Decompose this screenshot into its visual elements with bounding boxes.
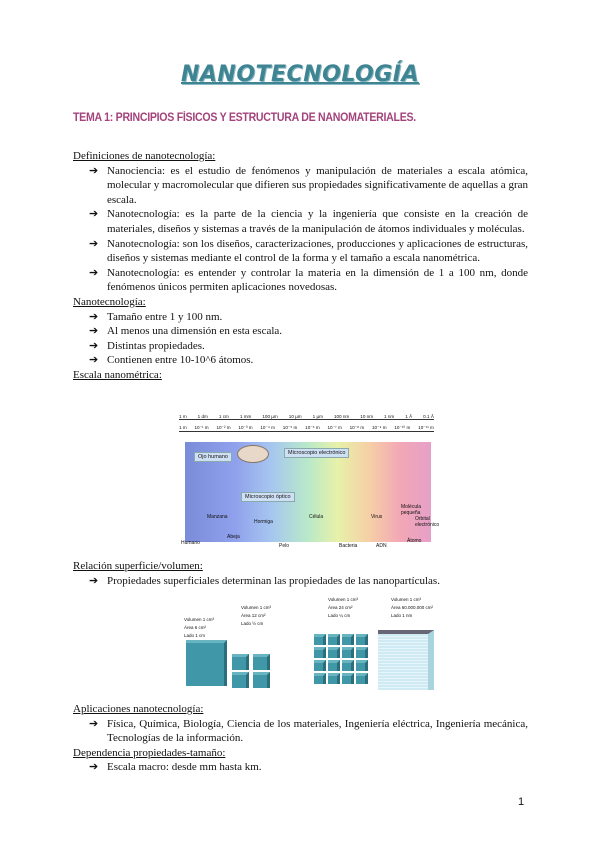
- arrow-icon: ➔: [89, 208, 99, 221]
- cube-caption-side: Lado ½ cm: [241, 621, 264, 626]
- scale-item-label: Manzana: [207, 514, 228, 520]
- scale-item-label: Pelo: [279, 543, 290, 549]
- section-title: Relación superficie/volumen:: [73, 560, 203, 572]
- arrow-icon: ➔: [89, 717, 99, 730]
- arrow-icon: ➔: [89, 164, 99, 177]
- surface-volume-block: [73, 559, 528, 588]
- section-title: Dependencia propiedades-tamaño:: [73, 746, 226, 759]
- cube-large: [186, 640, 227, 686]
- list-item: [73, 164, 528, 208]
- scale-tick: 10⁻⁹ m: [371, 425, 387, 430]
- scale-tick: 1 Å: [405, 414, 413, 419]
- arrow-icon: ➔: [89, 310, 99, 323]
- cube-tiny: [342, 673, 354, 684]
- cube-caption-area: Área 24 cm²: [328, 605, 353, 610]
- cube-caption-area: Área 6 cm²: [184, 625, 207, 630]
- cube-caption-side: Lado 1 cm: [184, 633, 206, 638]
- scale-tick: 1 µm: [312, 414, 323, 419]
- scale-item-label: Orbital electrónico: [415, 516, 440, 528]
- scale-item-label: Molécula pequeña: [401, 504, 422, 516]
- list-item: [73, 353, 528, 368]
- list-item-text: Nanotecnología: es la parte de la ciencia y la ingeniería que consiste en la creación de materiales, diseños y sistemas a través de la manipulación de átomos individuales y moléculas.: [107, 208, 528, 235]
- cube-small: [232, 672, 249, 688]
- cube-caption-area: Área 12 cm²: [241, 613, 266, 618]
- document-title: NANOTECNOLOGÍA: [180, 62, 420, 87]
- list-item: [73, 717, 528, 746]
- section-title: Definiciones de nanotecnología:: [73, 150, 216, 162]
- list-item-text: Nanociencia: es el estudio de fenómenos y manipulación de materiales a escala atómica, molecular y macromolecular que difieren sus propiedades significativamente de aquellas a gran escala.: [107, 164, 528, 206]
- cube-caption-area: Área 60.000.000 cm²: [391, 605, 434, 610]
- cube-caption: [391, 596, 433, 620]
- cube-caption: [241, 604, 271, 628]
- list-item-text: Al menos una dimensión en esta escala.: [107, 325, 283, 338]
- label-eye: Ojo humano: [194, 452, 232, 462]
- scale-tick: 10⁻⁴ m: [260, 425, 275, 430]
- list-item-text: Nanotecnología: es entender y controlar la materia en la dimensión de 1 a 100 nm, donde fenómenos únicos permiten aplicaciones novedosas.: [107, 266, 528, 294]
- scale-tick: 10⁻¹ m: [194, 425, 209, 430]
- cube-tiny: [328, 660, 340, 671]
- scale-tick: 10⁻⁷ m: [327, 425, 342, 430]
- list-item: [73, 266, 528, 295]
- cube-tiny: [356, 660, 368, 671]
- nano-cube: [378, 630, 434, 690]
- scale-item-label: Humano: [181, 540, 200, 546]
- list-item-text: Propiedades superficiales determinan las propiedades de las nanopartículas.: [107, 574, 440, 587]
- scale-tick: 1 mm: [239, 414, 252, 419]
- cube-small: [253, 672, 270, 688]
- list-item-text: Nanotecnología: son los diseños, caracterizaciones, producciones y aplicaciones de estructuras, diseños y sistemas mediante el control de la forma y el tamaño a escala nanométrica.: [107, 237, 528, 265]
- cube-tiny: [356, 673, 368, 684]
- section-title: Aplicaciones nanotecnología:: [73, 703, 204, 715]
- arrow-icon: ➔: [89, 574, 99, 587]
- list-item: [73, 760, 528, 775]
- scale-tick: 100 nm: [333, 414, 350, 419]
- label-electron-microscope: Microscopio electrónico: [284, 448, 349, 458]
- scale-item-label: Bacteria: [339, 543, 358, 549]
- list-item: [73, 324, 528, 339]
- list-item: [73, 310, 528, 325]
- cube-tiny: [314, 634, 326, 645]
- cube-tiny: [342, 647, 354, 658]
- scale-tick: 10⁻⁶ m: [305, 425, 320, 430]
- label-optical-microscope: Microscopio óptico: [241, 492, 295, 502]
- scale-top-ticks: [179, 414, 434, 420]
- cube-caption-side: Lado 1 nm: [391, 613, 413, 618]
- section-title: Escala nanométrica:: [73, 368, 162, 381]
- scale-tick: 1 cm: [218, 414, 229, 419]
- cube-caption-side: Lado ¼ cm: [328, 613, 351, 618]
- list-item: [73, 207, 528, 236]
- scale-item-label: Hormiga: [254, 519, 273, 525]
- arrow-icon: ➔: [89, 266, 99, 279]
- scale-tick: 10 nm: [360, 414, 374, 419]
- eye-icon: [237, 445, 269, 463]
- scale-bottom-ticks: [179, 425, 434, 432]
- page-number: 1: [518, 796, 525, 808]
- cube-caption: [328, 596, 358, 620]
- cube-tiny: [328, 673, 340, 684]
- cube-tiny: [314, 647, 326, 658]
- cube-tiny: [314, 673, 326, 684]
- section-title: Nanotecnología:: [73, 295, 146, 308]
- cube-caption-volume: Volumen 1 cm³: [391, 597, 422, 602]
- scale-tick: 10⁻⁵ m: [282, 425, 298, 430]
- arrow-icon: ➔: [89, 339, 99, 352]
- cube-tiny: [342, 634, 354, 645]
- scale-item-label: Abeja: [227, 534, 240, 540]
- cube-tiny: [356, 647, 368, 658]
- cube-small: [253, 654, 270, 670]
- scale-tick: 1 m: [179, 425, 187, 430]
- list-item: [73, 237, 528, 266]
- applications-block: [73, 702, 528, 775]
- cube-caption-volume: Volumen 1 cm³: [184, 617, 215, 622]
- scale-tick: 10 µm: [288, 414, 302, 419]
- scale-tick: 1 m: [179, 414, 187, 419]
- scale-tick: 1 dm: [197, 414, 208, 419]
- list-item-text: Escala macro: desde mm hasta km.: [107, 761, 262, 774]
- arrow-icon: ➔: [89, 237, 99, 250]
- scale-item-label: Célula: [309, 514, 324, 520]
- scale-tick: 1 nm: [384, 414, 395, 419]
- cube-tiny: [342, 660, 354, 671]
- list-item-text: Distintas propiedades.: [107, 339, 205, 352]
- cube-caption-volume: Volumen 1 cm³: [328, 597, 359, 602]
- scale-tick: 10⁻⁸ m: [349, 425, 365, 430]
- list-item-text: Física, Química, Biología, Ciencia de los materiales, Ingeniería eléctrica, Ingeniería mecánica, Tecnologías de la información.: [107, 717, 528, 745]
- scale-tick: 10⁻² m: [216, 425, 231, 430]
- surface-volume-figure: [176, 592, 446, 695]
- arrow-icon: ➔: [89, 325, 99, 338]
- scale-tick: 10⁻¹⁰ m: [394, 425, 411, 430]
- cube-tiny: [328, 634, 340, 645]
- list-item: [73, 574, 528, 589]
- cube-caption: [184, 616, 214, 640]
- topic-heading: TEMA 1: PRINCIPIOS FÍSICOS Y ESTRUCTURA DE NANOMATERIALES.: [73, 112, 416, 124]
- scale-item-label: ADN: [376, 543, 387, 549]
- scale-tick: 10⁻¹¹ m: [418, 425, 434, 430]
- cube-small: [232, 654, 249, 670]
- definitions-block: [73, 149, 528, 383]
- cube-caption-volume: Volumen 1 cm³: [241, 605, 272, 610]
- scale-item-label: Virus: [371, 514, 383, 520]
- nanometric-scale-figure: [179, 412, 440, 553]
- cube-tiny: [314, 660, 326, 671]
- arrow-icon: ➔: [89, 761, 99, 774]
- scale-tick: 10⁻³ m: [238, 425, 253, 430]
- list-item: [73, 339, 528, 354]
- scale-item-label: Átomo: [407, 538, 422, 544]
- scale-tick: 0.1 Å: [423, 414, 434, 419]
- scale-tick: 100 µm: [262, 414, 278, 419]
- cube-tiny: [356, 634, 368, 645]
- list-item-text: Contienen entre 10-10^6 átomos.: [107, 354, 254, 367]
- cube-tiny: [328, 647, 340, 658]
- list-item-text: Tamaño entre 1 y 100 nm.: [107, 310, 223, 323]
- arrow-icon: ➔: [89, 354, 99, 367]
